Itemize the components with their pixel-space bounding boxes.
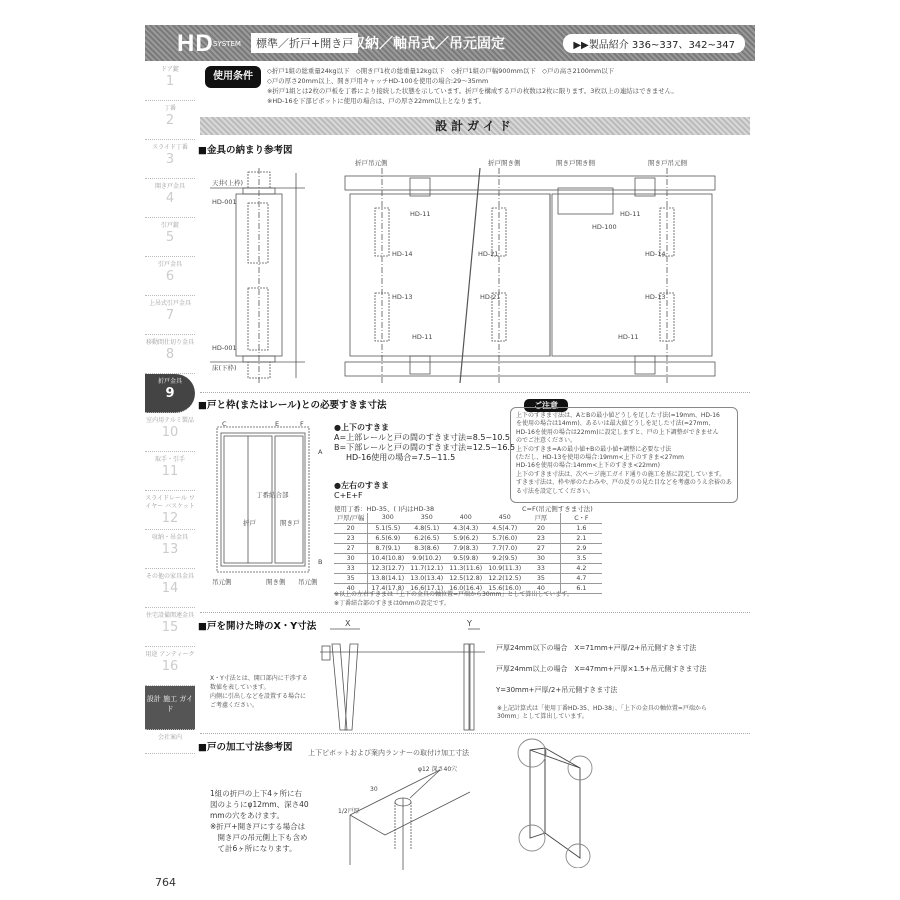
sidebar-item-label: スライドレール ワイヤー バスケット xyxy=(145,495,195,510)
sidebar-item-num: 9 xyxy=(165,386,175,401)
table-row: 30 10.4(10.8) 9.9(10.2) 9.5(9.8) 9.2(9.5) xyxy=(334,553,524,563)
open-side-label: 開き側 xyxy=(266,578,286,586)
hole-machining-diagram xyxy=(330,760,480,870)
formula-y: Y=30mm+戸厚/2+吊元側すきま寸法 xyxy=(496,686,618,694)
lateral-clearance xyxy=(334,481,389,501)
sidebar-item-label: 丁番 xyxy=(163,105,176,112)
hole-spec: φ12 深さ40穴 xyxy=(418,766,458,773)
caution-line: (ただし、HD-13を使用の場合:19mm<上下のすきま<27mm xyxy=(516,454,684,462)
note-line: 30mm」として算出しています。 xyxy=(497,713,588,720)
divider xyxy=(200,392,750,393)
table-row: 35 13.8(14.1) 13.0(13.4) 12.5(12.8) 12.2(12.5) xyxy=(334,573,524,583)
sidebar-item-label: 上吊式引戸金具 xyxy=(148,300,191,307)
section-title-xy: ■ 戸を開けた時のX・Y寸法 xyxy=(198,618,316,632)
table-row: 27 2.9 xyxy=(522,543,602,553)
ceiling-label: 天井(上枠) xyxy=(212,179,244,187)
table-row: 23 2.1 xyxy=(522,533,602,543)
sidebar-index xyxy=(145,62,195,754)
part-label: HD-21 xyxy=(480,293,501,301)
sidebar-item-num: 4 xyxy=(165,191,175,206)
note-line: ※以上の左右すきまは「上下の金具の軸位置=戸端から30mm」として算出しています。 xyxy=(334,591,573,598)
col-label: 折戸開き側 xyxy=(488,159,521,167)
caution-line: HD-16を使用の場合:14mm<上下のすきま<22mm) xyxy=(516,462,660,470)
caution-line: のでご注意ください。 xyxy=(516,437,577,445)
caution-line: すきま寸法は、枠や扉のたわみや、戸の反りの見た目などを考慮のうえ余裕のあ xyxy=(516,479,732,487)
half-thickness: 1/2戸厚 xyxy=(338,808,360,815)
part-label: HD-13 xyxy=(392,293,413,301)
lateral-formula: C+E+F xyxy=(334,491,363,500)
usage-line: ◇戸の厚さ20mm以上、開き戸用キャッチHD-100を使用の場合:29～35mm xyxy=(267,77,489,85)
sidebar-item-num: 2 xyxy=(165,113,175,128)
sidebar-item-num: 15 xyxy=(161,620,179,635)
section-title-clearance: ■ 戸と枠(またはレール)との必要すきま寸法 xyxy=(198,397,386,411)
xy-note xyxy=(497,705,707,721)
col-label: 開き戸吊元側 xyxy=(648,159,687,167)
usage-line: ※HD-16を下部ピボットに使用の場合は、戸の厚さ22mm以上となります。 xyxy=(267,97,486,105)
part-label: HD-11 xyxy=(410,210,431,218)
desc-line: 開き戸の吊元側上下も含め xyxy=(210,833,308,842)
sidebar-item-num: 12 xyxy=(161,511,179,526)
table-row: 40 6.1 xyxy=(522,583,602,593)
cf-clearance-table xyxy=(522,513,602,594)
xy-formulas xyxy=(496,638,706,701)
page-number: 764 xyxy=(155,876,176,889)
sidebar-item-label: ドア錠 xyxy=(161,66,179,73)
sidebar-item-16[interactable] xyxy=(145,647,195,686)
desc-line: 内側に引出しなどを設置する場合に xyxy=(210,693,307,700)
table-row: 30 3.5 xyxy=(522,553,602,563)
sidebar-item-8[interactable] xyxy=(145,335,195,374)
sidebar-item-14[interactable] xyxy=(145,569,195,608)
caution-line: を使用の場合は14mm)、あるいは最大値どうしを足した寸法(=27mm、 xyxy=(516,420,715,428)
divider xyxy=(200,733,750,734)
sidebar-item-1[interactable] xyxy=(145,62,195,101)
sidebar-item-company[interactable] xyxy=(145,730,195,754)
dim-b: B xyxy=(318,558,323,566)
sidebar-item-label: スライド丁番 xyxy=(152,144,188,151)
part-label: HD-21 xyxy=(478,250,499,258)
clearance-hd16: HD-16使用の場合=7.5~11.5 xyxy=(346,453,456,462)
usage-line: ※折戸1組とは2枚の戸板を丁番により接続した状態を示しています。折戸を構成する戸の枚数は2枚に限ります。3枚以上の連結はできません。 xyxy=(267,87,678,95)
table-caption: 使用丁番：HD-35、( )内はHD-38 xyxy=(334,505,435,513)
sidebar-item-num: 8 xyxy=(165,347,175,362)
desc-line: 数値を表しています。 xyxy=(210,684,270,691)
desc-line: 1組の折戸の上下4ヶ所に右 xyxy=(210,789,303,798)
floor-label: 床(下枠) xyxy=(212,364,237,372)
sidebar-item-label: 用途 アンティーク xyxy=(145,651,195,658)
sidebar-item-label: 設計 施工 ガイド xyxy=(146,695,194,713)
caution-line: 上下のすきま寸法は、AとBの最小値どうしを足した寸法(=19mm、HD-16 xyxy=(516,412,720,419)
caution-line: 上下のすきま=Aの最小値+Bの最小値+調整に必要な寸法 xyxy=(516,445,672,453)
lateral-clearance-table xyxy=(334,513,524,594)
pivot-side-label: 吊元側 xyxy=(212,578,232,586)
sidebar-item-7[interactable] xyxy=(145,296,195,335)
sidebar-item-label: 折戸金具 xyxy=(157,378,182,385)
sidebar-item-label: 会社案内 xyxy=(157,734,182,741)
frame-clearance-diagram xyxy=(215,425,315,575)
sidebar-item-label: その他の家具金具 xyxy=(145,573,194,580)
part-label: HD-13 xyxy=(645,293,666,301)
note-line: ※丁番結合部のすきまは0mmの設定です。 xyxy=(334,600,451,607)
table-row: 20 5.1(5.5) 4.8(5.1) 4.3(4.3) 4.5(4.7) xyxy=(334,523,524,533)
sidebar-item-3[interactable] xyxy=(145,140,195,179)
sidebar-item-label: 開き戸金具 xyxy=(154,183,185,190)
dim-y: Y xyxy=(467,619,472,628)
part-label-hd001: HD-001 xyxy=(212,198,237,206)
usage-conditions-badge: 使用条件 xyxy=(205,66,261,88)
section-title-fitting: ■ 金具の納まり参考図 xyxy=(198,142,293,156)
desc-line: 図のようにφ12mm、深さ40 xyxy=(210,800,309,809)
caution-box xyxy=(510,407,738,503)
sidebar-item-11[interactable] xyxy=(145,452,195,491)
table-row: 20 1.6 xyxy=(522,523,602,533)
part-label: HD-11 xyxy=(620,210,641,218)
sidebar-item-num: 14 xyxy=(161,581,179,596)
pivot-side-label: 吊元側 xyxy=(298,578,318,586)
table-row: 40 17.4(17.8) 16.6(17.1) 16.0(16.4) 15.6(16.0) xyxy=(334,583,524,593)
section-title-machining: ■ 戸の加工寸法参考図 xyxy=(198,739,293,753)
dim-x: X xyxy=(345,619,351,628)
formula-x-thin: 戸厚24mm以下の場合 X=71mm+戸厚/2+吊元側すきま寸法 xyxy=(496,644,697,652)
sidebar-item-num: 11 xyxy=(161,464,179,479)
folding-door-label: 折戸 xyxy=(243,519,256,527)
col-label: 開き戸開き側 xyxy=(556,159,595,167)
machining-description xyxy=(210,788,309,854)
formula-x-thick: 戸厚24mm以上の場合 X=47mm+戸厚×1.5+吊元側すきま寸法 xyxy=(496,665,707,673)
folding-door-isometric xyxy=(500,738,610,868)
sidebar-item-10[interactable] xyxy=(145,413,195,452)
table-row: 35 4.7 xyxy=(522,573,602,583)
desc-line: ご考慮ください。 xyxy=(210,702,259,709)
vertical-heading: ●上下のすきま xyxy=(334,423,389,432)
sidebar-item-num: 16 xyxy=(161,659,179,674)
swing-door-label: 開き戸 xyxy=(280,519,300,527)
sidebar-item-6[interactable] xyxy=(145,257,195,296)
xy-description xyxy=(210,674,308,710)
note-line: ※上記計算式は「使用丁番HD-35、HD-38」、「上下の金具の軸位置=戸端から xyxy=(497,705,707,712)
sidebar-item-design-guide[interactable] xyxy=(145,686,195,730)
usage-conditions-text xyxy=(267,66,767,106)
sidebar-item-label: 収納・吊金具 xyxy=(151,534,188,541)
xy-open-diagram xyxy=(320,622,485,734)
caution-line: る寸法を設定してください。 xyxy=(516,487,595,495)
sidebar-item-2[interactable] xyxy=(145,101,195,140)
sidebar-item-label: 室内用テルミ製品 xyxy=(146,417,194,424)
table-row: 27 8.7(9.1) 8.3(8.6) 7.9(8.3) 7.7(7.0) xyxy=(334,543,524,553)
system-label: SYSTEM xyxy=(213,40,241,48)
dim-a: A xyxy=(318,448,323,456)
caution-badge: ご注意 xyxy=(524,399,568,412)
clearance-a: A=上部レールと戸の間のすきま寸法=8.5~10.5 xyxy=(334,433,510,442)
divider xyxy=(200,612,750,613)
lateral-heading: ●左右のすきま xyxy=(334,481,389,490)
dim-e: E xyxy=(275,420,280,428)
caution-line: HD-16を使用の場合は22mm)に設定しますと、戸の上下調整ができません xyxy=(516,428,719,436)
table-row: 23 6.5(6.9) 6.2(6.5) 5.9(6.2) 5.7(6.0) xyxy=(334,533,524,543)
sidebar-item-num: 3 xyxy=(165,152,175,167)
part-label: HD-11 xyxy=(412,333,433,341)
sidebar-item-num: 5 xyxy=(165,230,175,245)
sidebar-item-label: 引戸錠 xyxy=(160,222,179,229)
sidebar-item-num: 10 xyxy=(161,425,179,440)
sidebar-item-label: 引戸金具 xyxy=(157,261,182,268)
table-row: 33 4.2 xyxy=(522,563,602,573)
table-header: 戸厚 C・F xyxy=(522,513,602,523)
sidebar-item-label: 取手・引手 xyxy=(154,456,185,463)
sidebar-item-4[interactable] xyxy=(145,179,195,218)
sidebar-item-15[interactable] xyxy=(145,608,195,647)
sidebar-item-num: 6 xyxy=(165,269,175,284)
sidebar-item-num: 7 xyxy=(165,308,175,323)
usage-line: ◇折戸1組の総重量24kg以下 ◇開き戸1枚の総重量12kg以下 ◇折戸1組の戸幅900mm以下 ◇戸の高さ2100mm以下 xyxy=(267,67,615,75)
type-tag: 標準／折戸+開き戸 xyxy=(251,33,358,53)
vertical-clearance xyxy=(334,423,515,463)
sidebar-item-label: 移動間仕切り金具 xyxy=(145,339,194,346)
desc-line: て計6ヶ所になります。 xyxy=(210,844,297,853)
sidebar-item-num: 13 xyxy=(161,542,179,557)
dim-c: C xyxy=(222,420,227,428)
plan-fitting-diagram xyxy=(330,168,720,383)
table-header: 戸厚/戸幅 300 350 400 450 xyxy=(334,513,524,523)
dim-30: 30 xyxy=(370,786,378,793)
desc-line: X・Y寸法とは、開口部内に干渉する xyxy=(210,675,308,682)
page-title: 収納／軸吊式／吊元固定 xyxy=(351,36,505,52)
sidebar-item-num: 1 xyxy=(165,74,175,89)
part-label: HD-11 xyxy=(618,333,639,341)
sidebar-item-label: 住宅設備関連金具 xyxy=(145,612,194,619)
sidebar-item-9-active[interactable] xyxy=(145,374,195,413)
part-label: HD-100 xyxy=(592,223,617,231)
part-label: HD-14 xyxy=(392,250,413,258)
sidebar-item-13[interactable] xyxy=(145,530,195,569)
desc-line: mmの穴をあけます。 xyxy=(210,811,285,820)
desc-line: ※折戸+開き戸にする場合は xyxy=(210,822,306,831)
col-label: 折戸吊元側 xyxy=(355,159,388,167)
hd-logo: HD xyxy=(177,30,214,57)
hinge-joint-label: 丁番結合部 xyxy=(256,491,289,499)
caution-line: 上下のすきま寸法は、次ページ施工ガイド通りの施工を基に設定しています。 xyxy=(516,470,726,478)
part-label-hd001: HD-001 xyxy=(212,344,237,352)
part-label: HD-14 xyxy=(645,250,666,258)
product-ref-link[interactable]: ▶▶製品紹介 336~337、342~347 xyxy=(563,34,745,53)
machining-subtitle: 上下ピボットおよび案内ランナーの取付け加工寸法 xyxy=(308,749,469,757)
sidebar-item-12[interactable] xyxy=(145,491,195,530)
cf-table-caption: C=F(吊元側すきま寸法) xyxy=(522,505,593,513)
sidebar-item-5[interactable] xyxy=(145,218,195,257)
design-guide-band: 設計ガイド xyxy=(200,117,750,135)
clearance-b: B=下部レールと戸の間のすきま寸法=12.5~16.5 xyxy=(334,443,516,452)
dim-f: F xyxy=(300,420,304,428)
header-band xyxy=(145,25,755,61)
table-row: 33 12.3(12.7) 11.7(12.1) 11.3(11.6) 10.9(11.3) xyxy=(334,563,524,573)
